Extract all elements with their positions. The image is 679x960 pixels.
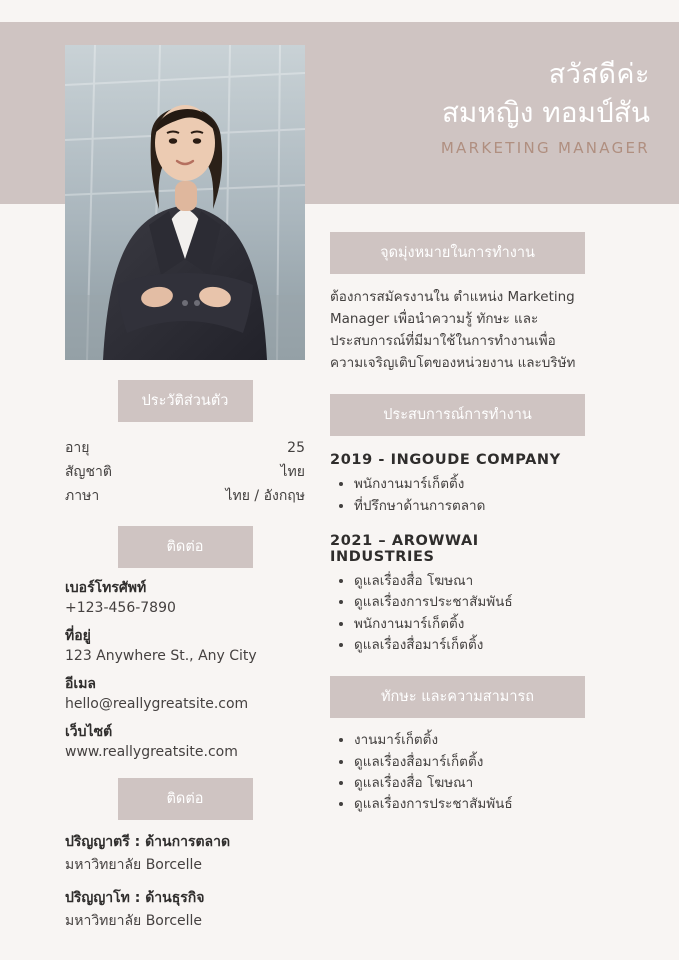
left-column: [65, 380, 305, 932]
experience-bullet: • ที่ปรึกษาด้านการตลาด: [354, 496, 585, 517]
personal-value: ไทย: [280, 464, 305, 481]
personal-details-list: [65, 436, 305, 508]
skill-item: • ดูแลเรื่องสื่อมาร์เก็ตติ้ง: [354, 752, 585, 773]
experience-item: [330, 452, 585, 517]
personal-label: ภาษา: [65, 488, 100, 505]
candidate-role: MARKETING MANAGER: [440, 138, 650, 157]
education-degree: ปริญญาตรี : ด้านการตลาด: [65, 834, 231, 851]
experience-bullets: [330, 571, 585, 656]
experience-item: [330, 533, 585, 656]
education-school: มหาวิทยาลัย Borcelle: [65, 857, 203, 874]
experience-section: [330, 394, 585, 656]
skills-list: [330, 730, 585, 815]
skill-item: • ดูแลเรื่องสื่อ โฆษณา: [354, 773, 585, 794]
experience-title: 2019 - INGOUDE COMPANY: [330, 452, 561, 469]
portrait-illustration: [65, 45, 305, 360]
experience-bullet: • ดูแลเรื่องสื่อมาร์เก็ตติ้ง: [354, 635, 585, 656]
personal-row: [65, 460, 305, 484]
section-heading-experience: ประสบการณ์การทำงาน: [330, 394, 585, 436]
personal-label: อายุ: [65, 440, 90, 456]
education-section: [65, 778, 305, 932]
right-column: [330, 232, 585, 816]
experience-title: 2021 – AROWWAI INDUSTRIES: [330, 533, 479, 566]
education-item: [65, 831, 305, 876]
experience-bullets: [330, 474, 585, 517]
contact-label-phone: เบอร์โทรศัพท์: [65, 580, 147, 597]
candidate-name: สมหญิง ทอมป์สัน: [441, 95, 650, 129]
contact-value-email[interactable]: hello@reallygreatsite.com: [65, 696, 249, 713]
personal-value: ไทย / อังกฤษ: [225, 488, 305, 505]
contact-label-email: อีเมล: [65, 676, 97, 693]
personal-value: 25: [287, 440, 305, 456]
skill-item: • งานมาร์เก็ตติ้ง: [354, 730, 585, 751]
education-item: [65, 887, 305, 932]
experience-bullet: • ดูแลเรื่องสื่อ โฆษณา: [354, 571, 585, 592]
skill-item: • ดูแลเรื่องการประชาสัมพันธ์: [354, 794, 585, 815]
contact-value-address: 123 Anywhere St., Any City: [65, 648, 257, 665]
greeting-text: สวัสดีค่ะ: [548, 59, 650, 90]
experience-bullet: • พนักงานมาร์เก็ตติ้ง: [354, 614, 585, 635]
section-heading-contact: ติดต่อ: [118, 526, 253, 568]
personal-label: สัญชาติ: [65, 464, 112, 481]
education-degree: ปริญญาโท : ด้านธุรกิจ: [65, 890, 205, 907]
personal-row: [65, 436, 305, 460]
contact-label-address: ที่อยู่: [65, 628, 91, 645]
section-heading-objective: จุดมุ่งหมายในการทำงาน: [330, 232, 585, 274]
contact-value-phone[interactable]: +123-456-7890: [65, 600, 176, 617]
header-text: [330, 58, 650, 157]
education-school: มหาวิทยาลัย Borcelle: [65, 913, 203, 930]
objective-text: ต้องการสมัครงานใน ตำแหน่ง Marketing Manager เพื่อนำความรู้ ทักษะ และประสบการณ์ที่มีมาใช้ในการทำงานเพื่อความเจริญเติบโตของหน่วยงาน และบริษัท: [330, 289, 576, 371]
experience-bullet: • ดูแลเรื่องการประชาสัมพันธ์: [354, 592, 585, 613]
portrait-photo: [65, 45, 305, 360]
personal-row: [65, 484, 305, 508]
section-heading-education: ติดต่อ: [118, 778, 253, 820]
contact-value-website[interactable]: www.reallygreatsite.com: [65, 744, 238, 761]
skills-section: [330, 676, 585, 815]
section-heading-personal: ประวัติส่วนตัว: [118, 380, 253, 422]
section-heading-skills: ทักษะ และความสามารถ: [330, 676, 585, 718]
experience-bullet: • พนักงานมาร์เก็ตติ้ง: [354, 474, 585, 495]
contact-label-website: เว็บไซต์: [65, 724, 113, 741]
contact-section: [65, 526, 305, 760]
